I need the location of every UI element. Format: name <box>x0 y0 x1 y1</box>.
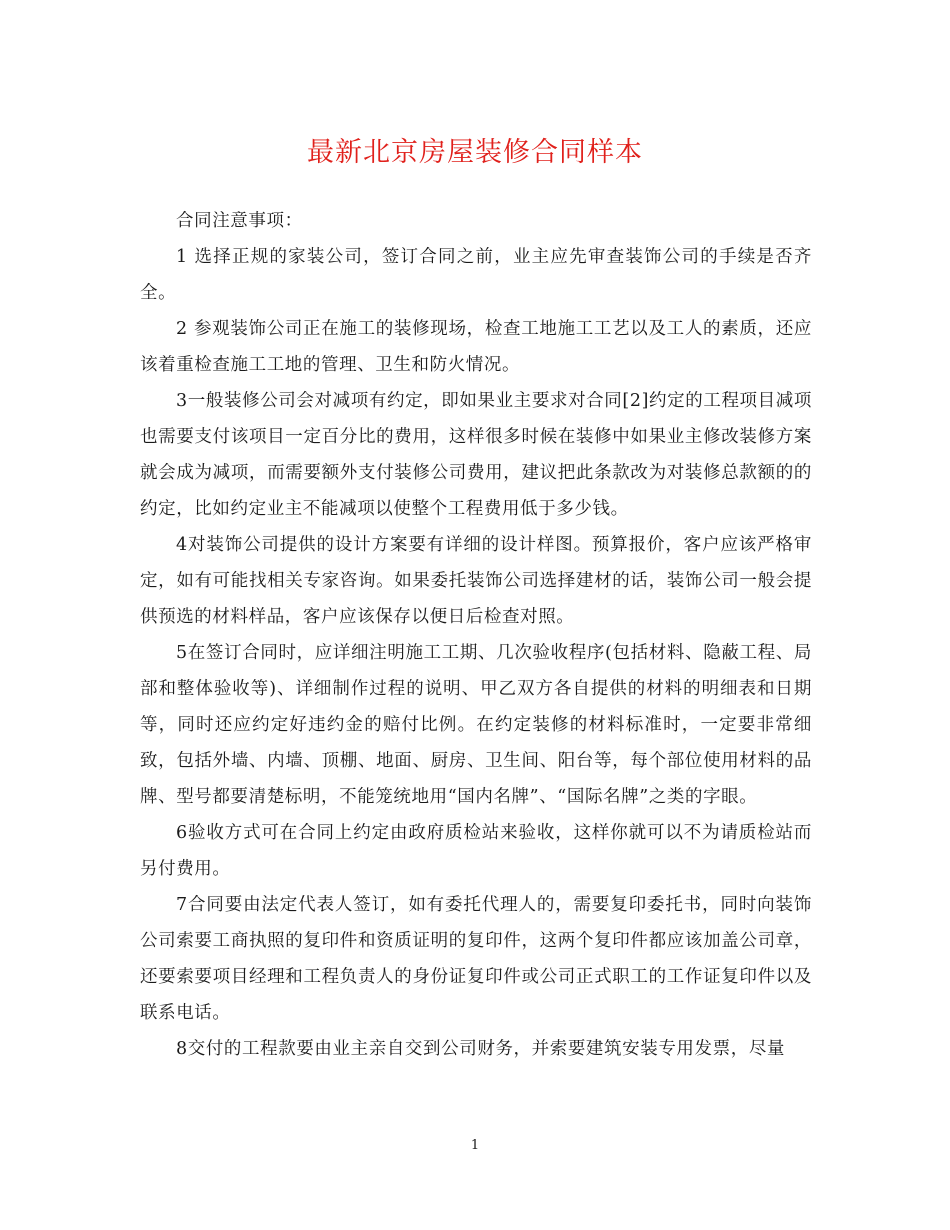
paragraph-6: 6验收方式可在合同上约定由政府质检站来验收，这样你就可以不为请质检站而另付费用。 <box>140 823 812 879</box>
document-title: 最新北京房屋装修合同样本 <box>307 137 643 168</box>
paragraph-1: 1 选择正规的家装公司，签订合同之前，业主应先审查装饰公司的手续是否齐全。 <box>140 247 812 303</box>
section-heading: 合同注意事项： <box>176 211 303 231</box>
page-number: 1 <box>470 1138 480 1153</box>
paragraph-4: 4对装饰公司提供的设计方案要有详细的设计样图。预算报价，客户应该严格审定，如有可能找相关专家咨询。如果委托装饰公司选择建材的话，装饰公司一般会提供预选的材料样品，客户应该保存以便日后检查对照。 <box>140 535 812 627</box>
document-body <box>140 203 812 1067</box>
paragraph-7: 7合同要由法定代表人签订，如有委托代理人的，需要复印委托书，同时向装饰公司索要工商执照的复印件和资质证明的复印件，这两个复印件都应该加盖公司章，还要索要项目经理和工程负责人的身份证复印件或公司正式职工的工作证复印件以及联系电话。 <box>140 895 812 1023</box>
paragraph-2: 2 参观装饰公司正在施工的装修现场，检查工地施工工艺以及工人的素质，还应该着重检查施工工地的管理、卫生和防火情况。 <box>140 319 812 375</box>
paragraph-5: 5在签订合同时，应详细注明施工工期、几次验收程序(包括材料、隐蔽工程、局部和整体验收等)、详细制作过程的说明、甲乙双方各自提供的材料的明细表和日期等，同时还应约定好违约金的赔付比例。在约定装修的材料标准时，一定要非常细致，包括外墙、内墙、顶棚、地面、厨房、卫生间、阳台等，每个部位使用材料的品牌、型号都要清楚标明，不能笼统地用“国内名牌”、“国际名牌”之类的字眼。 <box>140 643 812 807</box>
paragraph-3: 3一般装修公司会对减项有约定，即如果业主要求对合同[2]约定的工程项目减项也需要支付该项目一定百分比的费用，这样很多时候在装修中如果业主修改装修方案就会成为减项，而需要额外支付装修公司费用，建议把此条款改为对装修总款额的的约定，比如约定业主不能减项以使整个工程费用低于多少钱。 <box>140 391 812 519</box>
paragraph-8: 8交付的工程款要由业主亲自交到公司财务，并索要建筑安装专用发票，尽量 <box>176 1039 786 1059</box>
